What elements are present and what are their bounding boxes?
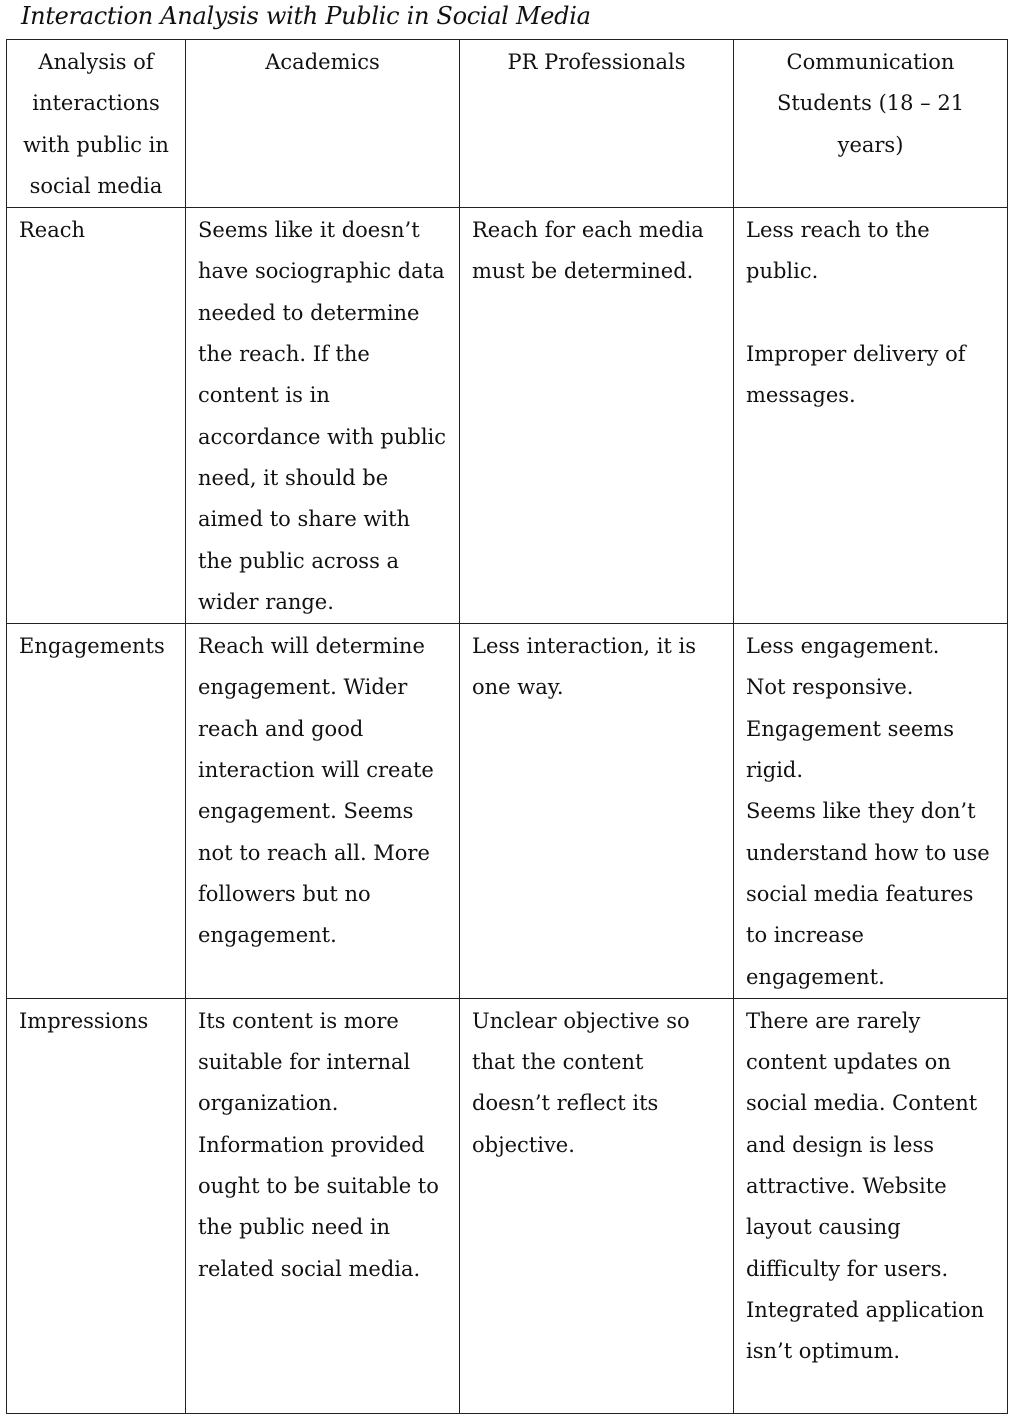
row-label-engagements: Engagements bbox=[7, 624, 186, 999]
header-cell-pr-professionals: PR Professionals bbox=[460, 40, 734, 208]
interaction-analysis-table bbox=[6, 39, 1008, 1414]
row-label-impressions: Impressions bbox=[7, 998, 186, 1413]
cell-engagements-academics: Reach will determine engagement. Wider reach and good interaction will create engagement. Seems not to reach all. More followers but no engagement. bbox=[186, 624, 460, 999]
cell-impressions-students bbox=[734, 998, 1008, 1413]
cell-paragraph: Improper delivery of messages. bbox=[746, 341, 966, 408]
cell-paragraph: Information provided ought to be suitable to the public need in related social media. bbox=[198, 1132, 439, 1281]
cell-paragraph: Less engagement. bbox=[746, 634, 940, 659]
header-cell-academics: Academics bbox=[186, 40, 460, 208]
paragraph-gap bbox=[746, 293, 997, 334]
table-row-reach bbox=[7, 208, 1008, 624]
cell-engagements-pr: Less interaction, it is one way. bbox=[460, 624, 734, 999]
cell-paragraph: Integrated application isn’t optimum. bbox=[746, 1297, 985, 1364]
cell-paragraph: Not responsive. bbox=[746, 675, 914, 700]
table-row-engagements bbox=[7, 624, 1008, 999]
cell-paragraph: Its content is more suitable for internal organization. bbox=[198, 1008, 411, 1116]
cell-engagements-students bbox=[734, 624, 1008, 999]
cell-impressions-academics bbox=[186, 998, 460, 1413]
cell-paragraph: There are rarely content updates on social media. Content and design is less attractive. Website layout causing difficulty for users. bbox=[746, 1008, 978, 1281]
header-cell-analysis: Analysis of interactions with public in social media bbox=[7, 40, 186, 208]
table-caption: Interaction Analysis with Public in Social Media bbox=[21, 2, 591, 30]
table-header-row bbox=[7, 40, 1008, 208]
cell-impressions-pr: Unclear objective so that the content doesn’t reflect its objective. bbox=[460, 998, 734, 1413]
table-row-impressions bbox=[7, 998, 1008, 1413]
cell-paragraph: Less reach to the public. bbox=[746, 218, 930, 284]
cell-paragraph: Engagement seems rigid. bbox=[746, 716, 954, 783]
cell-reach-pr: Reach for each media must be determined. bbox=[460, 208, 734, 624]
header-cell-communication-students: Communication Students (18 – 21 years) bbox=[734, 40, 1008, 208]
row-label-reach: Reach bbox=[7, 208, 186, 624]
cell-reach-students bbox=[734, 208, 1008, 624]
cell-reach-academics: Seems like it doesn’t have sociographic data needed to determine the reach. If the content is in accordance with public need, it should be aimed to share with the public across a wider range. bbox=[186, 208, 460, 624]
cell-paragraph: Seems like they don’t understand how to use social media features to increase engagement. bbox=[746, 799, 990, 989]
